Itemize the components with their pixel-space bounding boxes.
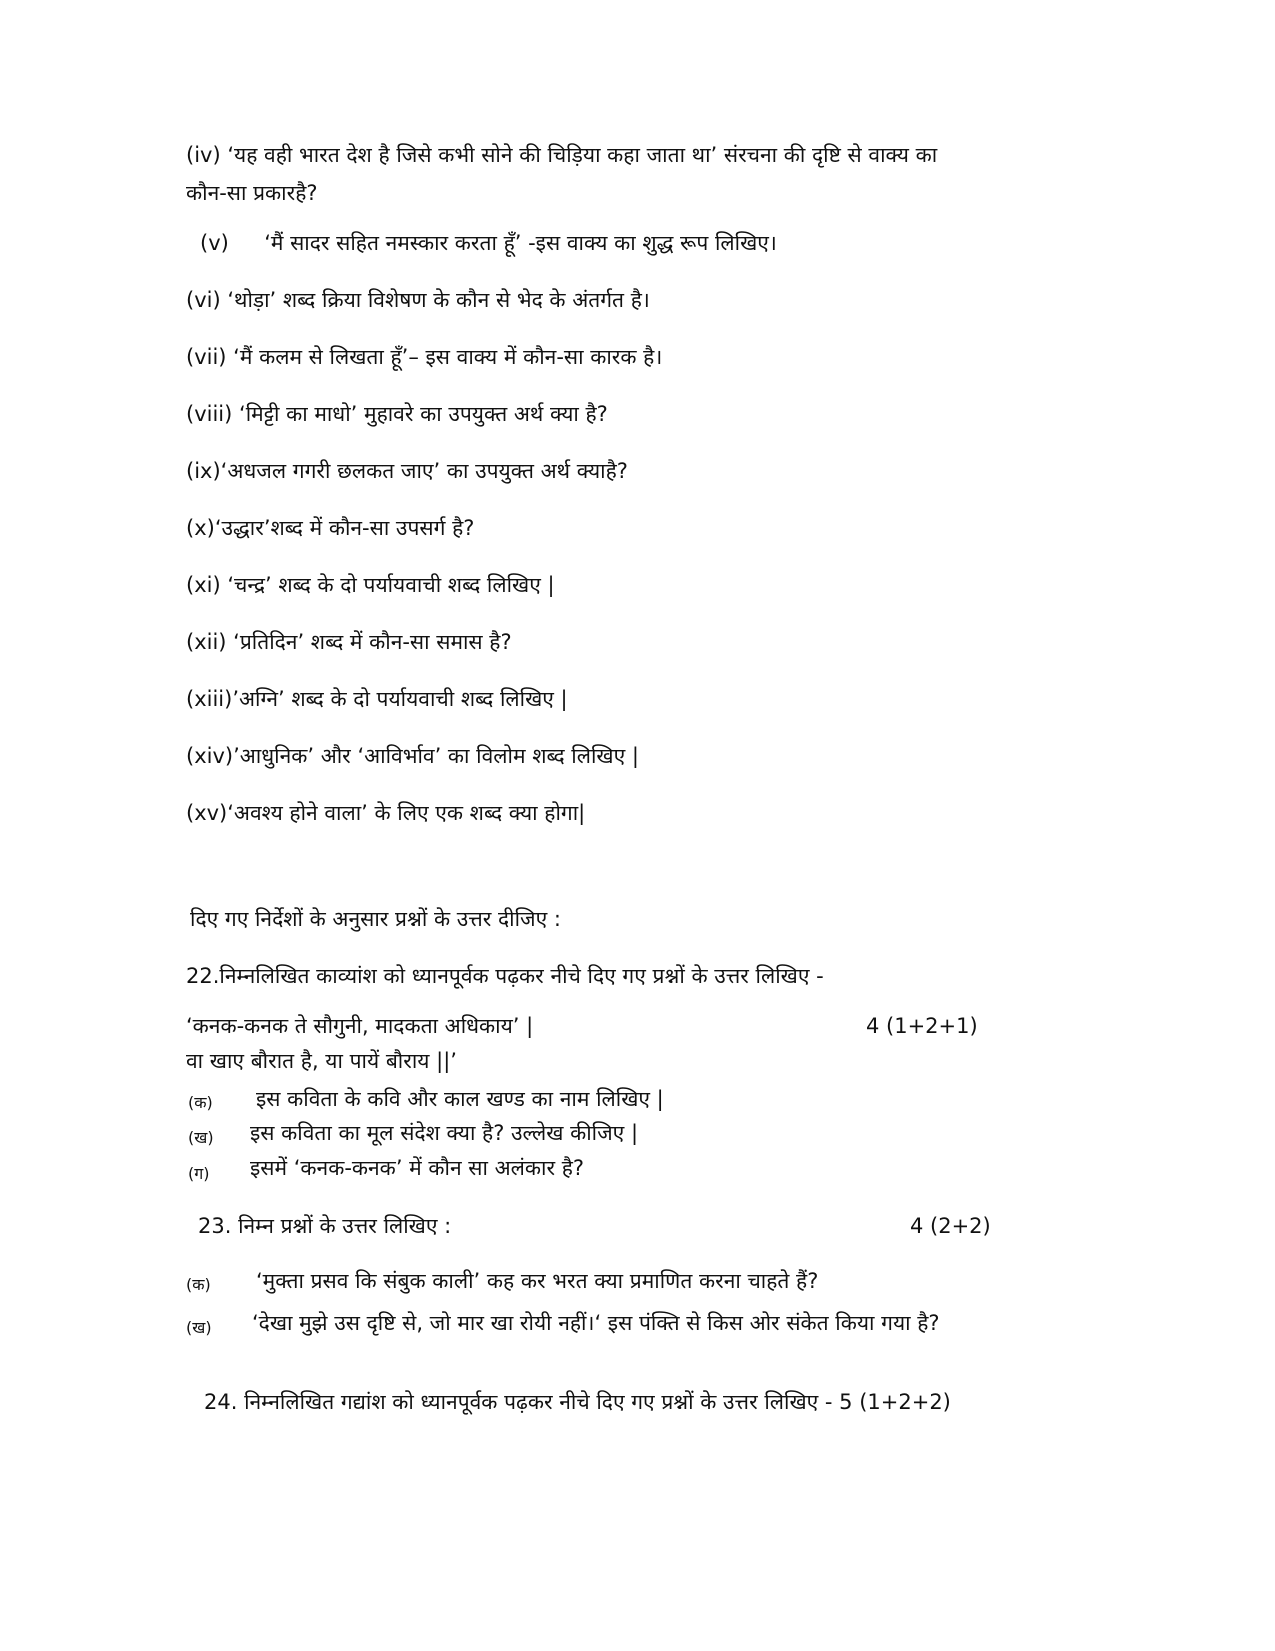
sub-label: (ग) [188, 1164, 210, 1183]
sub-label: (ख) [186, 1318, 212, 1337]
q22-sub-kha-text: इस कविता का मूल संदेश क्या है? उल्लेख कीजिए | [250, 1121, 639, 1145]
question-iv-continuation: कौन-सा प्रकारहै? [186, 181, 318, 205]
question-text: ‘मैं कलम से लिखता हूँ’– इस वाक्य में कौन-सा कारक है। [233, 345, 663, 369]
q22-sub-kha [188, 1121, 214, 1153]
question-text: ’आधुनिक’ और ‘आविर्भाव’ का विलोम शब्द लिखिए | [233, 744, 639, 768]
question-text: ‘उद्धार’शब्द में कौन-सा उपसर्ग है? [214, 516, 475, 540]
sub-label: (ख) [188, 1128, 214, 1147]
question-number: (xii) [186, 630, 227, 654]
q23-sub-kha [186, 1311, 212, 1343]
q22-sub-ka [188, 1086, 213, 1118]
question-number: (xv) [186, 801, 228, 825]
question-text: ’अग्नि’ शब्द के दो पर्यायवाची शब्द लिखिए | [232, 687, 568, 711]
question-x [186, 513, 474, 543]
q23-sub-ka [186, 1268, 211, 1300]
question-v [200, 228, 777, 258]
question-text: ‘अवश्य होने वाला’ के लिए एक शब्द क्या होगा| [227, 801, 586, 825]
q23-sub-ka-text: ‘मुक्ता प्रसव कि संबुक काली’ कह कर भरत क्या प्रमाणित करना चाहते हैं? [256, 1269, 819, 1293]
question-viii [186, 399, 608, 429]
q22-verse-line-1: ‘कनक-कनक ते सौगुनी, मादकता अधिकाय’ | [186, 1014, 534, 1038]
question-number: (xiv) [186, 744, 234, 768]
question-xv [186, 798, 585, 828]
question-xi [186, 570, 555, 600]
q22-marks: 4 (1+2+1) [866, 1014, 978, 1038]
question-xiii [186, 684, 568, 714]
q23-sub-kha-text: ‘देखा मुझे उस दृष्टि से, जो मार खा रोयी नहीं।‘ इस पंक्ति से किस ओर संकेत किया गया है? [252, 1311, 940, 1335]
q24-heading: 24. निम्नलिखित गद्यांश को ध्यानपूर्वक पढ़कर नीचे दिए गए प्रश्नों के उत्तर लिखिए - 5 (1+2+2) [204, 1390, 951, 1414]
q22-sub-ka-text: इस कविता के कवि और काल खण्ड का नाम लिखिए | [256, 1087, 664, 1111]
question-number: (v) [200, 231, 229, 255]
question-number: (xi) [186, 573, 221, 597]
question-vi [186, 285, 650, 315]
question-number: (ix) [186, 459, 221, 483]
question-ix [186, 456, 628, 486]
question-vii [186, 342, 662, 372]
question-number: (viii) [186, 402, 233, 426]
question-text: ‘मिट्टी का माधो’ मुहावरे का उपयुक्त अर्थ क्या है? [239, 402, 608, 426]
section-instruction: दिए गए निर्देशों के अनुसार प्रश्नों के उत्तर दीजिए : [190, 907, 562, 931]
question-text: ‘अधजल गगरी छलकत जाए’ का उपयुक्त अर्थ क्याहै? [220, 459, 628, 483]
question-xiv [186, 741, 639, 771]
sub-label: (क) [186, 1275, 211, 1294]
question-text: ‘यह वही भारत देश है जिसे कभी सोने की चिड़िया कहा जाता था’ संरचना की दृष्टि से वाक्य का [227, 143, 938, 167]
q22-sub-ga [188, 1157, 210, 1189]
question-number: (xiii) [186, 687, 233, 711]
q23-heading: 23. निम्न प्रश्नों के उत्तर लिखिए : [198, 1214, 452, 1238]
question-xii [186, 627, 512, 657]
question-text: ‘चन्द्र’ शब्द के दो पर्यायवाची शब्द लिखिए | [227, 573, 555, 597]
q23-marks: 4 (2+2) [910, 1214, 991, 1238]
q22-heading: 22.निम्नलिखित काव्यांश को ध्यानपूर्वक पढ़कर नीचे दिए गए प्रश्नों के उत्तर लिखिए - [186, 964, 824, 988]
question-text: ‘प्रतिदिन’ शब्द में कौन-सा समास है? [233, 630, 512, 654]
question-iv [186, 140, 937, 170]
q22-sub-ga-text: इसमें ‘कनक-कनक’ में कौन सा अलंकार है? [250, 1156, 585, 1180]
question-number: (iv) [186, 143, 221, 167]
question-number: (vi) [186, 288, 221, 312]
question-number: (vii) [186, 345, 227, 369]
question-text: ‘थोड़ा’ शब्द क्रिया विशेषण के कौन से भेद के अंतर्गत है। [227, 288, 650, 312]
question-text: ‘मैं सादर सहित नमस्कार करता हूँ’ -इस वाक्य का शुद्ध रूप लिखिए। [264, 231, 777, 255]
sub-label: (क) [188, 1093, 213, 1112]
question-number: (x) [186, 516, 215, 540]
q22-verse-line-2: वा खाए बौरात है, या पायें बौराय ||’ [186, 1049, 457, 1073]
